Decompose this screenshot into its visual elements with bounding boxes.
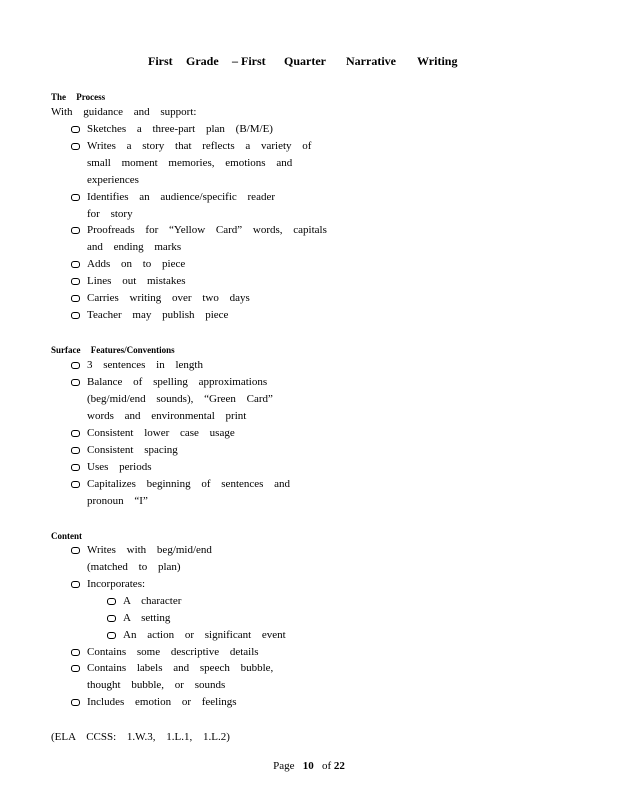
title-word: Narrative	[346, 54, 396, 68]
bullet-icon	[71, 126, 80, 133]
title-word: Grade	[186, 54, 219, 68]
footer-of-label: of	[321, 760, 332, 772]
list-item	[87, 189, 287, 223]
bullet-icon	[71, 295, 80, 302]
section-heading-content: Content	[51, 531, 82, 541]
bullet-icon	[71, 143, 80, 150]
list-item-text: Writes with beg/mid/end (matched to plan)	[87, 544, 212, 573]
footer-page-total: 22	[333, 760, 345, 772]
title-word: Quarter	[284, 54, 326, 68]
sub-list-item	[123, 610, 363, 627]
bullet-icon	[71, 665, 80, 672]
list-item	[87, 459, 327, 476]
bullet-icon	[107, 598, 116, 605]
bullet-icon	[71, 379, 80, 386]
list-item-text: Contains labels and speech bubble, thought bubble, or sounds	[87, 662, 274, 691]
list-item-text: Balance of spelling approximations (beg/mid/end sounds), “Green Card” words and environmental print	[87, 376, 273, 422]
bullet-icon	[71, 481, 80, 488]
list-item	[87, 476, 317, 510]
title-word: – First	[232, 54, 266, 68]
bullet-icon	[71, 447, 80, 454]
list-item-text: Adds on to piece	[87, 258, 186, 270]
list-item	[87, 442, 327, 459]
list-item-text: A character	[123, 595, 182, 607]
bullet-icon	[71, 649, 80, 656]
list-item	[87, 576, 327, 593]
list-item	[87, 121, 327, 138]
list-item	[87, 542, 237, 576]
bullet-icon	[71, 312, 80, 319]
bullet-icon	[71, 430, 80, 437]
bullet-icon	[107, 632, 116, 639]
list-item	[87, 138, 327, 189]
list-item	[87, 357, 327, 374]
list-item-text: Identifies an audience/specific reader for story	[87, 191, 275, 220]
bullet-icon	[71, 581, 80, 588]
list-item	[87, 290, 327, 307]
bullet-icon	[71, 278, 80, 285]
list-item-text: Writes a story that reflects a variety of small moment memories, emotions and experiences	[87, 140, 312, 186]
list-item-text: A setting	[123, 612, 171, 624]
list-item-text: Incorporates:	[87, 578, 146, 590]
list-item-text: Proofreads for “Yellow Card” words, capitals and ending marks	[87, 224, 327, 253]
list-item	[87, 256, 327, 273]
list-item-text: Uses periods	[87, 461, 152, 473]
list-item-text: Lines out mistakes	[87, 275, 186, 287]
list-item	[87, 222, 327, 256]
title-word: First	[148, 54, 173, 68]
sub-list-item	[123, 627, 383, 644]
list-item	[87, 644, 327, 661]
list-item	[87, 374, 302, 425]
list-item	[87, 273, 327, 290]
list-item-text: Teacher may publish piece	[87, 309, 229, 321]
bullet-icon	[71, 699, 80, 706]
sub-list-item	[123, 593, 363, 610]
footer-page-label: Page	[273, 760, 295, 772]
bullet-icon	[71, 261, 80, 268]
bullet-icon	[71, 464, 80, 471]
process-intro: With guidance and support:	[51, 106, 197, 118]
list-item-text: Consistent spacing	[87, 444, 178, 456]
list-item-text: Capitalizes beginning of sentences and pronoun “I”	[87, 478, 291, 507]
bullet-icon	[71, 227, 80, 234]
list-item-text: Sketches a three-part plan (B/M/E)	[87, 123, 273, 135]
bullet-icon	[107, 615, 116, 622]
list-item	[87, 307, 327, 324]
standards-reference: (ELA CCSS: 1.W.3, 1.L.1, 1.L.2)	[51, 731, 230, 743]
list-item-text: Consistent lower case usage	[87, 427, 235, 439]
list-item-text: An action or significant event	[123, 629, 286, 641]
bullet-icon	[71, 362, 80, 369]
page-footer	[0, 760, 618, 772]
list-item-text: 3 sentences in length	[87, 359, 203, 371]
section-heading-surface: Surface Features/Conventions	[51, 345, 175, 355]
title-word: Writing	[417, 54, 458, 68]
bullet-icon	[71, 194, 80, 201]
list-item-text: Contains some descriptive details	[87, 646, 259, 658]
list-item	[87, 425, 327, 442]
footer-page-number: 10	[302, 760, 314, 772]
list-item-text: Carries writing over two days	[87, 292, 250, 304]
list-item	[87, 660, 292, 694]
list-item-text: Includes emotion or feelings	[87, 696, 237, 708]
list-item	[87, 694, 327, 711]
section-heading-process: The Process	[51, 92, 106, 102]
bullet-icon	[71, 547, 80, 554]
